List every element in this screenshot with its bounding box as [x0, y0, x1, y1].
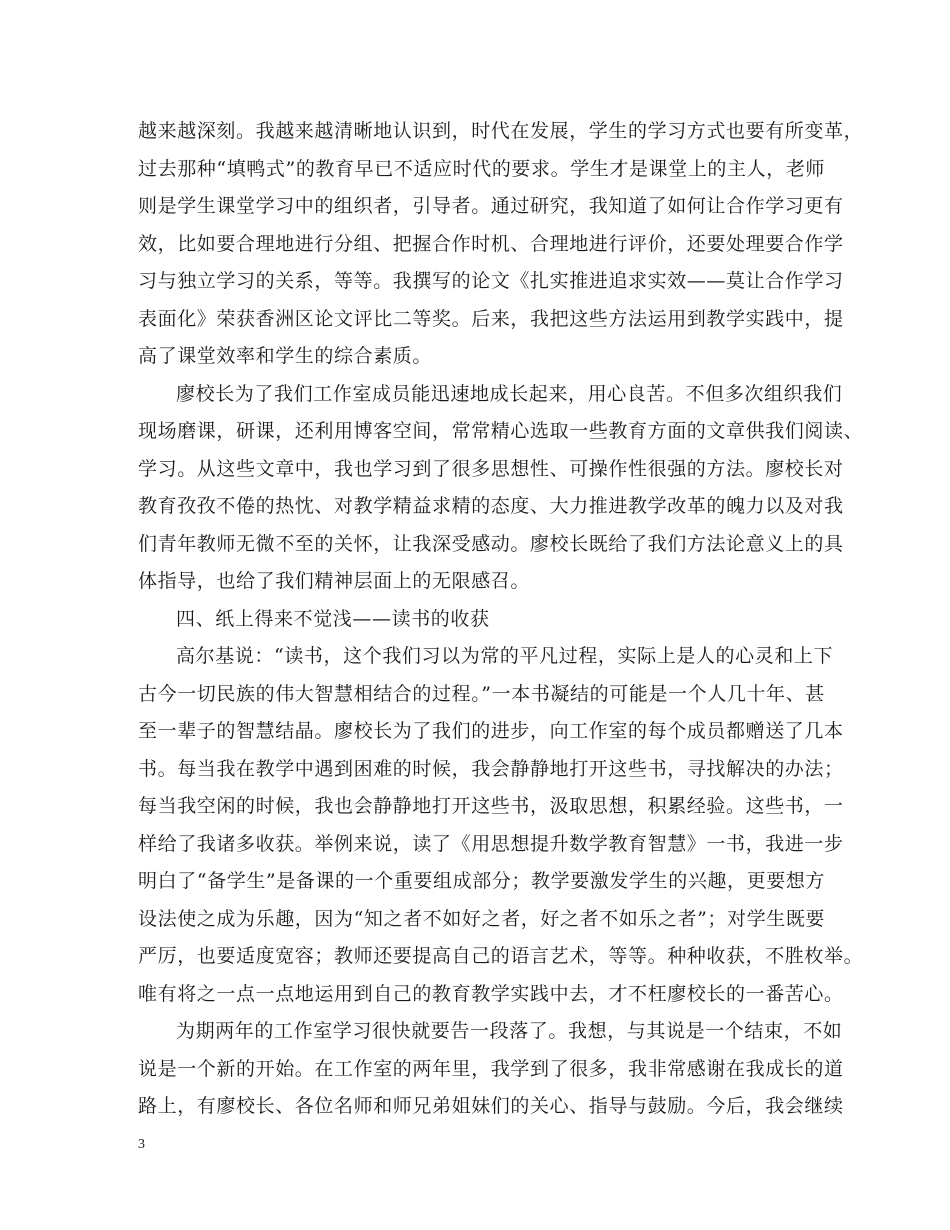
text-line: 路上，有廖校长、各位名师和师兄弟姐妹们的关心、指导与鼓励。今后，我会继续	[138, 1095, 844, 1117]
page-number: 3	[138, 1137, 145, 1152]
text-line: 至一辈子的智慧结晶。廖校长为了我们的进步，向工作室的每个成员都赠送了几本	[138, 720, 844, 742]
text-line: 廖校长为了我们工作室成员能迅速地成长起来，用心良苦。不但多次组织我们	[176, 382, 843, 405]
text-line: 设法使之成为乐趣，因为“知之者不如好之者，好之者不如乐之者”；对学生既要	[138, 907, 826, 930]
text-line: 高尔基说：“读书，这个我们习以为常的平凡过程，实际上是人的心灵和上下	[176, 645, 834, 667]
text-line: 们青年教师无微不至的关怀，让我深受感动。廖校长既给了我们方法论意义上的具	[138, 532, 844, 555]
text-line: 高了课堂效率和学生的综合素质。	[138, 345, 433, 367]
text-line: 样给了我诸多收获。举例来说，读了《用思想提升数学教育智慧》一书，我进一步	[138, 832, 844, 855]
text-line: 说是一个新的开始。在工作室的两年里，我学到了很多，我非常感谢在我成长的道	[138, 1057, 844, 1080]
text-line: 为期两年的工作室学习很快就要告一段落了。我想，与其说是一个结束，不如	[176, 1020, 843, 1042]
text-line: 学习。从这些文章中，我也学习到了很多思想性、可操作性很强的方法。廖校长对	[138, 457, 844, 480]
text-line: 习与独立学习的关系，等等。我撰写的论文《扎实推进追求实效——莫让合作学习	[138, 270, 844, 292]
text-line: 古今一切民族的伟大智慧相结合的过程。”一本书凝结的可能是一个人几十年、甚	[138, 682, 825, 705]
text-line: 唯有将之一点一点地运用到自己的教育教学实践中去，才不枉廖校长的一番苦心。	[138, 982, 844, 1005]
text-line: 书。每当我在教学中遇到困难的时候，我会静静地打开这些书，寻找解决的办法；	[138, 757, 844, 780]
text-line: 现场磨课，研课，还利用博客空间，常常精心选取一些教育方面的文章供我们阅读、	[138, 420, 864, 442]
text-line: 严厉，也要适度宽容；教师还要提高自己的语言艺术，等等。种种收获，不胜枚举。	[138, 945, 864, 967]
text-line: 越来越深刻。我越来越清晰地认识到，时代在发展，学生的学习方式也要有所变革，	[138, 120, 864, 142]
text-line: 体指导，也给了我们精神层面上的无限感召。	[138, 570, 531, 592]
text-line: 每当我空闲的时候，我也会静静地打开这些书，汲取思想，积累经验。这些书，一	[138, 795, 844, 817]
text-line: 明白了“备学生”是备课的一个重要组成部分；教学要激发学生的兴趣，更要想方	[138, 870, 826, 892]
text-line: 教育孜孜不倦的热忱、对教学精益求精的态度、大力推进教学改革的魄力以及对我	[138, 495, 844, 517]
body-text	[138, 113, 864, 1126]
text-line: 过去那种“填鸭式”的教育早已不适应时代的要求。学生才是课堂上的主人，老师	[138, 157, 826, 180]
section-heading: 四、纸上得来不觉浅——读书的收获	[176, 607, 490, 630]
text-line: 表面化》荣获香洲区论文评比二等奖。后来，我把这些方法运用到教学实践中，提	[138, 307, 844, 330]
text-line: 效，比如要合理地进行分组、把握合作时机、合理地进行评价，还要处理要合作学	[138, 232, 844, 255]
text-line: 则是学生课堂学习中的组织者，引导者。通过研究，我知道了如何让合作学习更有	[138, 195, 844, 217]
